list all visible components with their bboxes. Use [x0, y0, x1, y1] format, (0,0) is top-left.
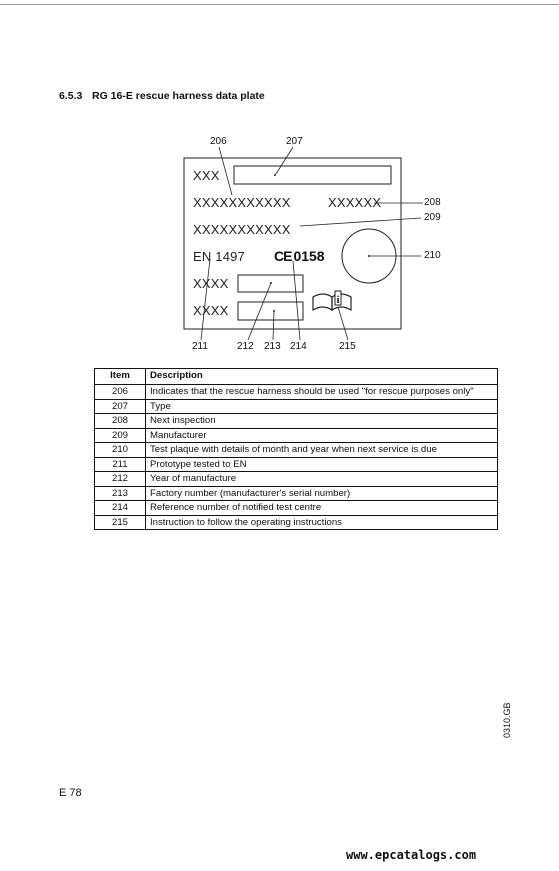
table-row [95, 515, 498, 530]
callout-212: 212 [237, 341, 254, 352]
item-number: 212 [95, 472, 146, 487]
table-row [95, 486, 498, 501]
table-row [95, 472, 498, 487]
book-info-icon [313, 291, 351, 310]
table-row [95, 399, 498, 414]
header-item: Item [95, 369, 146, 385]
item-description: Factory number (manufacturer's serial number) [146, 486, 498, 501]
leader-214 [293, 261, 300, 340]
item-number: 209 [95, 428, 146, 443]
item-description: Prototype tested to EN [146, 457, 498, 472]
table-header-row [95, 369, 498, 385]
table-row [95, 414, 498, 429]
callout-209: 209 [424, 212, 441, 223]
callout-208: 208 [424, 197, 441, 208]
data-plate-diagram [0, 125, 559, 360]
callout-215: 215 [339, 341, 356, 352]
table-row [95, 457, 498, 472]
item-description: Year of manufacture [146, 472, 498, 487]
item-description: Next inspection [146, 414, 498, 429]
item-number: 214 [95, 501, 146, 516]
plate-row5-text: XXXX [193, 276, 229, 291]
callout-206: 206 [210, 136, 227, 147]
item-number: 207 [95, 399, 146, 414]
callout-213: 213 [264, 341, 281, 352]
section-number: 6.5.3 [59, 90, 83, 102]
top-rule [0, 4, 559, 5]
leader-215 [338, 307, 348, 340]
plate-row3-text: XXXXXXXXXXX [193, 222, 291, 237]
page-number: E 78 [59, 787, 82, 799]
plate-row1-text: XXX [193, 168, 220, 183]
plate-row2-right: XXXXXX [328, 195, 382, 210]
section-title: RG 16-E rescue harness data plate [92, 90, 265, 102]
leader-207 [276, 147, 293, 174]
callout-211: 211 [192, 341, 208, 352]
leader-211 [201, 259, 210, 340]
plate-row2-left: XXXXXXXXXXX [193, 195, 291, 210]
item-number: 210 [95, 443, 146, 458]
table-row [95, 443, 498, 458]
ce-mark-icon [274, 248, 325, 264]
item-description-table [94, 368, 498, 530]
item-number: 211 [95, 457, 146, 472]
test-centre-number: 0158 [293, 248, 325, 264]
type-field-dot [274, 174, 276, 176]
table-row [95, 428, 498, 443]
item-number: 208 [95, 414, 146, 429]
document-code: 0310.GB [502, 702, 512, 738]
item-description: Manufacturer [146, 428, 498, 443]
table-row [95, 385, 498, 400]
serial-field-box [238, 302, 303, 320]
leader-213 [273, 311, 274, 340]
leader-209 [300, 218, 421, 226]
item-description: Test plaque with details of month and year when next service is due [146, 443, 498, 458]
item-description: Reference number of notified test centre [146, 501, 498, 516]
ce-mark: CE [274, 248, 292, 264]
item-number: 215 [95, 515, 146, 530]
plate-row6-text: XXXX [193, 303, 229, 318]
item-description: Instruction to follow the operating instructions [146, 515, 498, 530]
callout-207: 207 [286, 136, 303, 147]
plate-standard: EN 1497 [193, 249, 245, 264]
item-number: 206 [95, 385, 146, 400]
watermark: www.epcatalogs.com [346, 848, 477, 862]
leader-206 [219, 147, 232, 195]
test-plaque-dot [368, 255, 370, 257]
item-description: Indicates that the rescue harness should be used "for rescue purposes only" [146, 385, 498, 400]
table-row [95, 501, 498, 516]
callout-214: 214 [290, 341, 307, 352]
header-description: Description [146, 369, 498, 385]
item-number: 213 [95, 486, 146, 501]
type-field-box [234, 166, 391, 184]
callout-210: 210 [424, 250, 441, 261]
book-icon-glyph: i [336, 294, 340, 306]
section-heading [59, 90, 265, 102]
item-description: Type [146, 399, 498, 414]
